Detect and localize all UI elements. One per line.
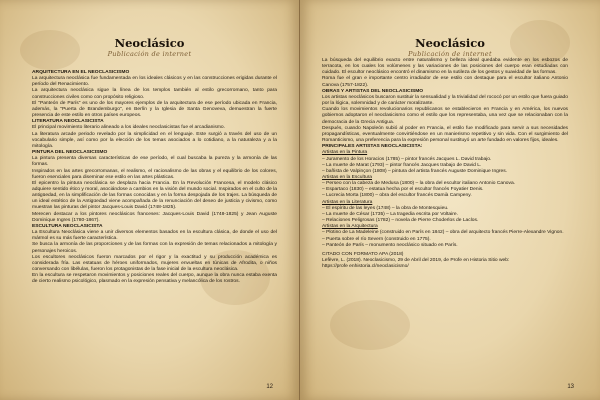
page-subtitle: Publicación de internet <box>408 50 492 58</box>
paragraph: En la escultura se respetaron movimientos y posiciones reales del cuerpo, aunque la obra nunca estaba exenta de cierto realismo psicológico, plasmado en la expresión pensativa y melancólica de los rostros. <box>32 273 277 285</box>
paragraph: Después, cuando Napoleón subió al poder en Francia, el estilo fue modificado para servir a sus necesidades propagandísticas, eventualmente convirtiéndose en un manierismo repetitivo y sin vida. Con el surgimiento del Romanticismo, una preferencia para la expresión personal sustituyó un arte fundado en valores fijos, ideales. <box>322 125 568 144</box>
paragraph: Se busca la armonía de las proporciones y de las formas con la expresión de temas relacionados a mitología y personajes heroicos. <box>32 242 277 254</box>
paragraph: Lefèvre, L. (2018). Neoclasicismo, 29 de Abril del 2019, de Profe en Historia Sitio web: <box>322 258 510 263</box>
paragraph: – La muerte de Marat (1793) – pintor francés Jacques trabajo de David L. <box>322 162 482 168</box>
paragraph: La Escultura Neoclásica viene a unir diversos elementos basados en la escultura clásica, de donde el uso del mármol es su más fuerte característica. <box>32 230 277 242</box>
paragraph: – Plotino de La Madeleine (construido en París en 1842) – obra del arquitecto francés Pierre-Alexandre Vignon. <box>322 230 564 236</box>
paragraph: – El espíritu de las leyes (1748) – la obra de Montesquieu. <box>322 205 449 211</box>
page-subtitle: Publicación de internet <box>107 50 192 58</box>
page-number: 12 <box>266 384 273 390</box>
left-page-body <box>32 70 277 285</box>
paragraph: El principal movimiento literario alineado a los ideales neoclasicistas fue el arcadianismo. <box>32 125 226 131</box>
page-title: Neoclásico <box>415 36 485 50</box>
paragraph: El epicentro la pintura neoclásica se desplaza hacia Francia. En la Revolución Francesa, el modelo clásico adquiere sentido ético y moral, asociándose a cambios en la visión del mundo social. Inspirados en el culto de la antigüedad, en la simplificación de las formas conocidas y en la forma despojada de los trajes. La búsqueda de un ideal estético de la Antigüedad viene acompañada de la renunciación del deseo de justicia y civismo, como muestran las pinturas del pintor Jacques-Louis David (1748-1825). <box>32 180 277 211</box>
paragraph: – bañista de Valpinçon (1808) – pintura del artista francés Auguste Dominique Ingres. <box>322 168 508 174</box>
section-heading: OBRAS Y ARTISTAS DEL NEOCLASICISMO <box>322 88 424 94</box>
section-heading: PINTURA DEL NEOCLASICISMO <box>32 150 108 156</box>
paragraph: – Juramento de los Horacios (1785) – pintor francés Jacques L. David trabajo. <box>322 156 492 162</box>
paragraph: – Espartaco (1830) – estatua hecha por el escultor francés Foyatier Denis. <box>322 187 484 193</box>
paragraph: La arquitectura neoclásica sigue la línea de los templos también al estilo grecorromano, tanto para construcciones civiles como con propósito religioso. <box>32 88 277 100</box>
paragraph: Roma fue el gran e importante centro irradiador de ese estilo con destaque para el escultor italiano Antonio Canova (1757-1822). <box>322 76 568 88</box>
paragraph: La pintura presenta diversas características de ese período, el cual buscaba la pureza y la armonía de las formas. <box>32 156 277 168</box>
paragraph: https://profe enhistoria.cl/neoclasicismo/ <box>322 264 409 270</box>
subsection-heading: Artistas en la Literatura <box>322 199 373 205</box>
subsection-heading: Artistas en la Arquitectura <box>322 224 378 230</box>
paragraph: La literatura arcade periodo revelado por la simplicidad en el lenguaje. Este surgió a través del uso de un vocabulario simple, así como por la elección de los temas asociados a lo cotidiano, a la naturaleza y a la mitología. <box>32 131 277 149</box>
paragraph: – Lucrecia Morta (1800) – obra del escultor francés Damià Campeny. <box>322 193 472 199</box>
paragraph: Los artistas neoclásicos buscaron sustituir la sensualidad y la trivialidad del rococó por un estilo que fuera guiado por la lógica, solemnidad y de carácter moralizante. <box>322 94 568 107</box>
paragraph: La arquitectura neoclásica fue fundamentada en los ideales clásicos y en las construcciones erigidas durante el período del Renacimiento. <box>32 76 277 88</box>
paragraph: – Puerta sobre el río Severn (construido en 1775). <box>322 236 431 242</box>
paragraph: Merecen destacar a los pintores neoclásicos franceses: Jacques-Louis David (1748-1825) y Jean Auguste Dominique Ingres (1780-1867). <box>32 211 277 223</box>
paragraph: Inspirados en las artes grecorromanas, el realismo, el racionalismo de las obras y el equilibrio de los colores, fueron esenciales para diseminar ese estilo en las artes plásticas. <box>32 168 277 180</box>
paragraph: El "Panteón de París" es uno de los mayores ejemplos de la arquitectura de ese período ubicada en Francia, además, la "Puerta de Brandemburgo", en Berlín y la Iglesia de Santa Genoveva, demuestran la fuerte presencia de este estilo en otros países europeos. <box>32 100 277 119</box>
subsection-heading: Artistas en la Escultura <box>322 174 373 180</box>
page-number: 13 <box>567 384 574 390</box>
section-heading: LITERATURA NEOCLASICISTA <box>32 119 104 125</box>
paragraph: – La muerte de César (1735) – La tragedia escrita por Voltaire. <box>322 211 458 217</box>
paragraph: La búsqueda del equilibrio exacto entre naturalismo y belleza ideal quedaba evidente en los esbozos de terracota, en los cuales los volúmenes y las variaciones de las posiciones del cuerpo eran estudiadas con cuidado. El escultor neoclásico encontró el dinamismo en la sutileza de los gestos y suavidad de las formas. <box>322 58 568 76</box>
paragraph: Cuando los movimientos revolucionarios republicanos se establecieron en Francia y en América, los nuevos gobiernos adoptaron el neoclasicismo como el estilo que los representaba, una vez que se relacionaban con la democracia de la Grecia Antigua. <box>322 107 568 125</box>
page-title: Neoclásico <box>114 36 185 50</box>
section-heading: ESCULTURA NEOCLASICISTA <box>32 223 103 229</box>
paragraph: – Panteón de París – monumento neoclásico situado en París. <box>322 242 458 248</box>
section-heading: ARQUITECTURA EN EL NEOCLASICISMO <box>32 70 130 75</box>
paragraph: CITADO CON FORMATO APA (2018) <box>322 251 404 257</box>
paragraph: Los escultores neoclásicos fueron marcados por el rigor y la exactitud y su producción académica es considerada fría. Las estatuas de héroes uniformados, mujeres envueltas en túnicas de Afrodita, o niños conversando con libélulas, fueron los protagonistas de la fase inicial de la escultura neoclásica. <box>32 254 277 272</box>
section-heading: PRINCIPALES ARTISTAS NEOCLASICISTA: <box>322 144 423 150</box>
paragraph: – Perseo con la cabeza de Medusa (1800) – la obra del escultor italiano Antonio Canova. <box>322 181 516 187</box>
right-page-body <box>322 58 568 270</box>
paragraph: – Relaciones Peligrosas (1782) – novela de Pierre Choderlos de Laclos. <box>322 218 479 224</box>
right-page <box>300 0 600 400</box>
subsection-heading: Artistas en la Pintura <box>322 150 368 156</box>
